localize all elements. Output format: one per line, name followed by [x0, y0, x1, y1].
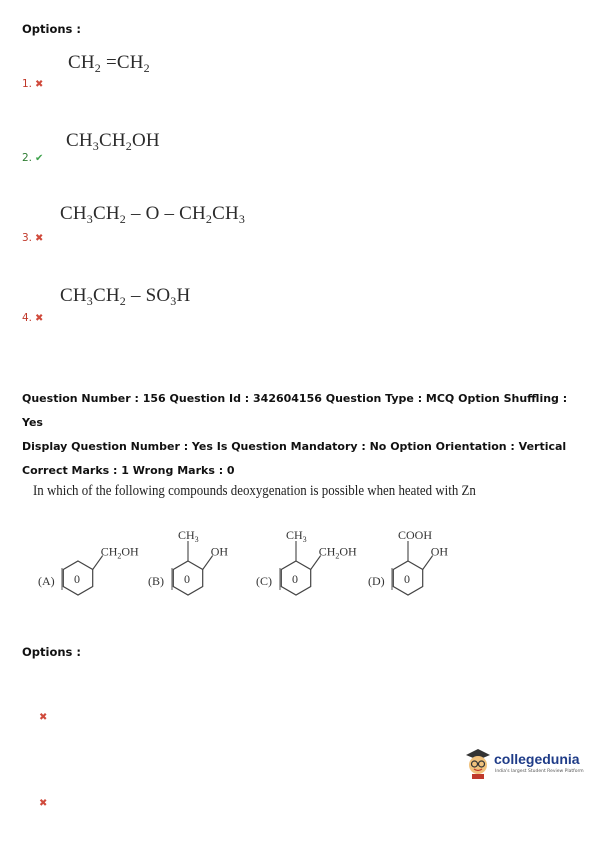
- option-4[interactable]: [22, 312, 43, 324]
- formula-text: – O – CH: [126, 203, 206, 224]
- question-meta-line-2: Display Question Number : Yes Is Question Mandatory : No Option Orientation : Vertical: [22, 440, 567, 453]
- bottom-option-2[interactable]: [36, 791, 47, 810]
- structure-label: (D): [368, 574, 385, 588]
- side-group: OH: [210, 544, 229, 559]
- subscript: 3: [170, 294, 177, 308]
- wrong-icon: ✖: [35, 313, 44, 324]
- wrong-icon: ✖: [35, 79, 44, 90]
- logo-name: collegedunia: [494, 751, 580, 767]
- collegedunia-logo: [464, 745, 584, 781]
- structure-label: (B): [148, 574, 164, 588]
- formula-text: =CH: [101, 52, 144, 73]
- logo-tagline: India's largest Student Review Platform: [495, 769, 584, 774]
- formula-text: CH: [99, 130, 126, 151]
- structure-a: [38, 545, 139, 596]
- wrong-icon: ✖: [39, 712, 48, 723]
- formula-text: H: [176, 285, 191, 306]
- question-meta: [22, 387, 577, 483]
- structure-label: (C): [256, 574, 272, 588]
- wrong-icon: ✖: [39, 798, 48, 809]
- question-meta-line-1: Question Number : 156 Question Id : 342604156 Question Type : MCQ Option Shuffling : Yes: [22, 392, 568, 429]
- option-formula-1: [68, 52, 150, 76]
- ring-label: 0: [404, 572, 410, 586]
- options-heading-bottom: Options :: [22, 645, 81, 659]
- top-group: COOH: [398, 528, 433, 542]
- formula-text: CH: [60, 285, 87, 306]
- subscript: 3: [92, 139, 99, 153]
- wrong-icon: ✖: [35, 233, 44, 244]
- option-1[interactable]: [22, 78, 43, 90]
- subscript: 2: [125, 139, 132, 153]
- option-formula-2: [66, 130, 160, 154]
- side-group: $CH_2OH$: [100, 544, 139, 561]
- structure-d: [368, 528, 448, 595]
- option-formula-4: [60, 285, 190, 309]
- formula-text: CH: [66, 130, 93, 151]
- correct-check-icon: ✔: [35, 153, 44, 164]
- formula-text: OH: [132, 130, 160, 151]
- question-text: In which of the following compounds deoxygenation is possible when heated with Zn: [33, 483, 476, 499]
- structure-c: [256, 528, 357, 595]
- option-formula-3: [60, 203, 245, 227]
- option-number: 4.: [22, 312, 33, 324]
- option-number: 1.: [22, 78, 33, 90]
- formula-text: CH: [68, 52, 95, 73]
- formula-text: CH: [93, 203, 120, 224]
- options-heading-top: Options :: [22, 22, 81, 36]
- structures-figure: [30, 510, 450, 615]
- subscript: 2: [205, 212, 213, 226]
- subscript: 2: [143, 61, 150, 75]
- option-number: 3.: [22, 232, 33, 244]
- side-group: OH: [430, 544, 449, 559]
- formula-text: CH: [212, 203, 239, 224]
- subscript: 3: [238, 212, 246, 226]
- formula-text: – SO: [126, 285, 171, 306]
- ring-label: 0: [292, 572, 298, 586]
- question-meta-line-3: Correct Marks : 1 Wrong Marks : 0: [22, 464, 235, 477]
- top-group: $CH_3$: [178, 528, 199, 544]
- top-group: $CH_3$: [286, 528, 307, 544]
- subscript: 3: [86, 294, 93, 308]
- subscript: 2: [119, 212, 126, 226]
- subscript: 3: [86, 212, 93, 226]
- structure-b: [148, 528, 228, 595]
- ring-label: 0: [184, 572, 190, 586]
- subscript: 2: [119, 294, 126, 308]
- option-2[interactable]: [22, 152, 43, 164]
- option-number: 2.: [22, 152, 33, 164]
- mascot-icon: [464, 747, 492, 779]
- formula-text: CH: [93, 285, 120, 306]
- bottom-option-1[interactable]: [36, 705, 47, 724]
- side-group: $CH_2OH$: [318, 544, 357, 561]
- structure-label: (A): [38, 574, 55, 588]
- ring-label: 0: [74, 572, 80, 586]
- formula-text: CH: [60, 203, 87, 224]
- subscript: 2: [94, 61, 101, 75]
- option-3[interactable]: [22, 232, 43, 244]
